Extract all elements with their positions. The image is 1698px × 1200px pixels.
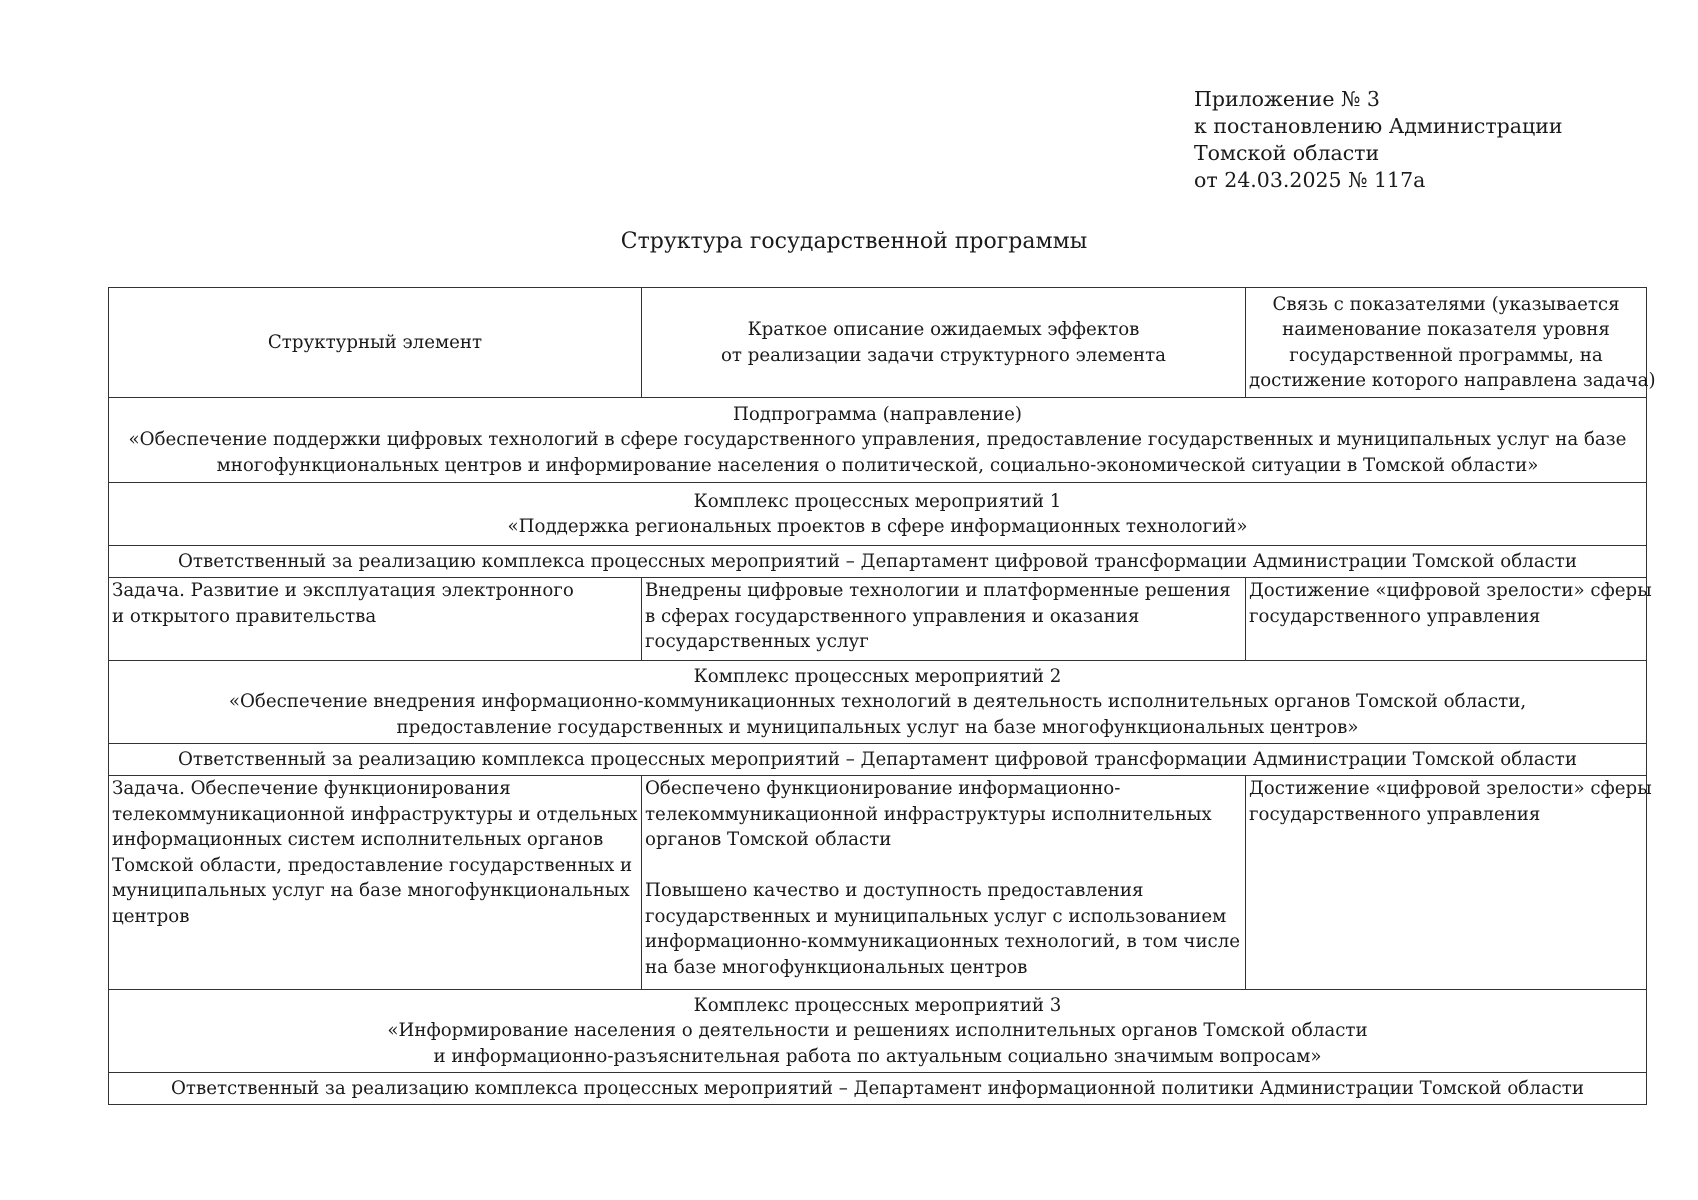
appendix-block [1194,86,1563,194]
complex-3-responsible: Ответственный за реализацию комплекса процессных мероприятий – Департамент информационной политики Администрации Томской области [109,1073,1647,1105]
task-row [109,578,1647,661]
complex-title-row [109,483,1647,546]
appendix-line: Приложение № 3 [1194,87,1380,111]
complex-1-effect: Внедрены цифровые технологии и платформенные решения в сферах государственного управления и оказания государственных услуг [642,578,1246,661]
subprogram-row [109,398,1647,483]
responsible-row [109,1073,1647,1105]
complex-3-title: Комплекс процессных мероприятий 3 «Информирование населения о деятельности и решениях исполнительных органов Томской области и информационно-разъяснительная работа по актуальным социально значимым вопросам» [109,990,1647,1073]
complex-2-indicator: Достижение «цифровой зрелости» сферы государственного управления [1246,776,1647,990]
complex-2-responsible: Ответственный за реализацию комплекса процессных мероприятий – Департамент цифровой трансформации Администрации Томской области [109,744,1647,776]
header-structural-element: Структурный элемент [109,288,642,398]
appendix-line: от 24.03.2025 № 117а [1194,168,1426,192]
subprogram-cell: Подпрограмма (направление) «Обеспечение поддержки цифровых технологий в сфере государственного управления, предоставление государственных и муниципальных услуг на базе многофункциональных центров и информирование населения о политической, социально-экономической ситуации в Томской области» [109,398,1647,483]
complex-title-row [109,990,1647,1073]
complex-2-title: Комплекс процессных мероприятий 2 «Обеспечение внедрения информационно-коммуникационных технологий в деятельность исполнительных органов Томской области, предоставление государственных и муниципальных услуг на базе многофункциональных центров» [109,661,1647,744]
complex-1-task: Задача. Развитие и эксплуатация электронного и открытого правительства [109,578,642,661]
header-indicators-link: Связь с показателями (указывается наименование показателя уровня государственной программы, на достижение которого направлена задача) [1246,288,1647,398]
appendix-line: Томской области [1194,141,1380,165]
complex-1-title: Комплекс процессных мероприятий 1 «Поддержка региональных проектов в сфере информационных технологий» [109,483,1647,546]
document-title: Структура государственной программы [620,229,1088,254]
header-effects-description: Краткое описание ожидаемых эффектов от реализации задачи структурного элемента [642,288,1246,398]
complex-1-responsible: Ответственный за реализацию комплекса процессных мероприятий – Департамент цифровой трансформации Администрации Томской области [109,546,1647,578]
complex-2-effect: Обеспечено функционирование информационно- телекоммуникационной инфраструктуры исполнительных органов Томской области Повышено качество и доступность предоставления государственных и муниципальных услуг с использованием информационно-коммуникационных технологий, в том числе на базе многофункциональных центров [642,776,1246,990]
appendix-line: к постановлению Администрации [1194,114,1563,138]
task-row [109,776,1647,990]
complex-2-task: Задача. Обеспечение функционирования телекоммуникационной инфраструктуры и отдельных информационных систем исполнительных органов Томской области, предоставление государственных и муниципальных услуг на базе многофункциональных центров [109,776,642,990]
complex-1-indicator: Достижение «цифровой зрелости» сферы государственного управления [1246,578,1647,661]
complex-title-row [109,661,1647,744]
table-header-row [109,288,1647,398]
responsible-row [109,546,1647,578]
program-structure-table [108,287,1656,1105]
responsible-row [109,744,1647,776]
